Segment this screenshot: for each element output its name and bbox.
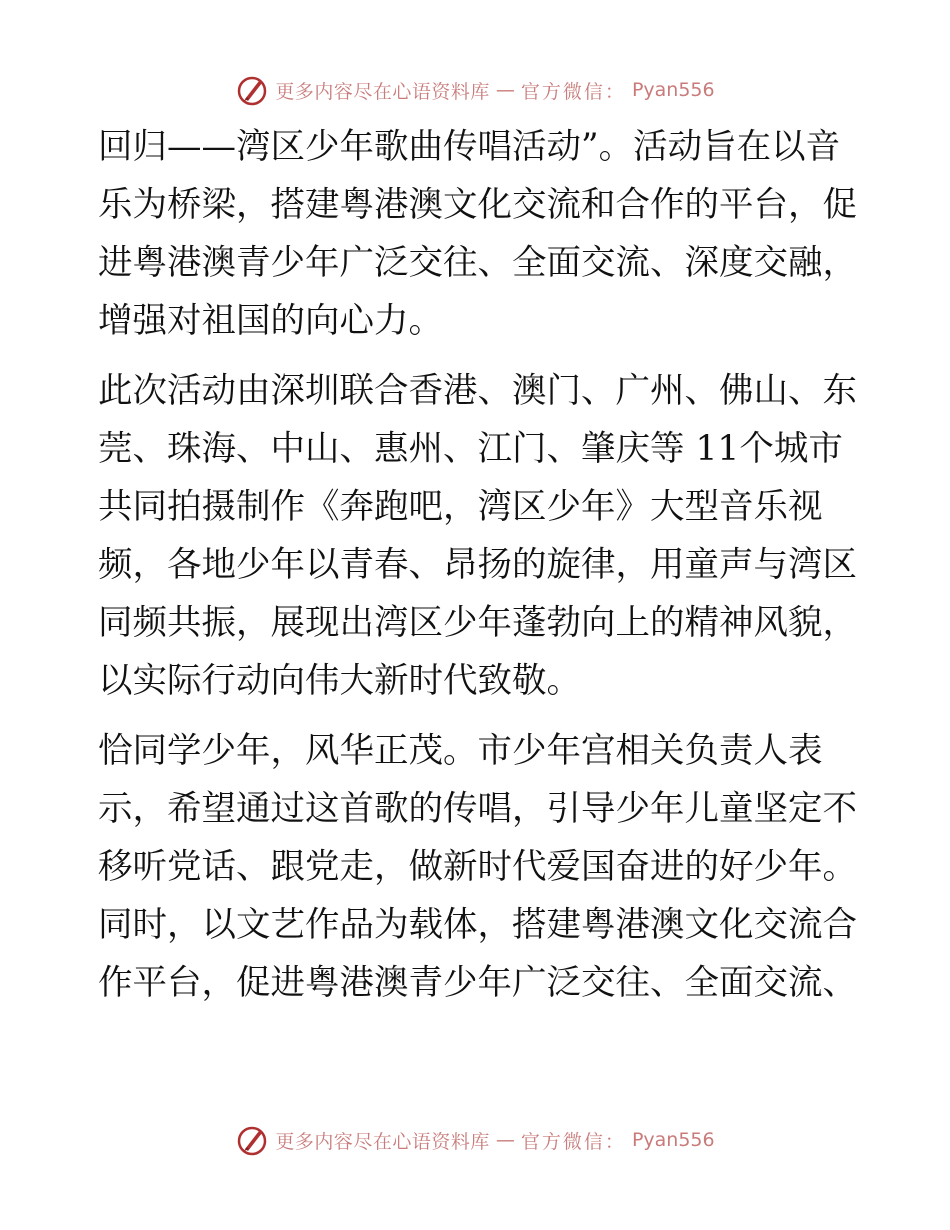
watermark-wechat-label: 官方微信： — [520, 80, 626, 103]
footer-watermark — [235, 1123, 714, 1157]
watermark-wechat-id: Pyan556 — [631, 79, 715, 101]
page-footer — [0, 1120, 950, 1160]
watermark-dash: — — [495, 79, 515, 101]
page-header — [0, 70, 950, 110]
watermark-wechat-label: 官方微信： — [520, 1130, 626, 1153]
paragraph-1: 回归——湾区少年歌曲传唱活动”。活动旨在以音乐为桥梁，搭建粤港澳文化交流和合作的平台，促进粤港澳青少年广泛交往、全面交流、深度交融，增强对祖国的向心力。 — [98, 127, 857, 341]
quill-pen-circle-icon — [235, 1123, 269, 1157]
watermark-main-text: 更多内容尽在心语资料库 — [275, 1130, 490, 1153]
watermark-dash: — — [495, 1129, 515, 1151]
paragraph-2: 此次活动由深圳联合香港、澳门、广州、佛山、东莞、珠海、中山、惠州、江门、肇庆等 11个城市共同拍摄制作《奔跑吧，湾区少年》大型音乐视频，各地少年以青春、昂扬的旋律，用童声与湾区同频共振，展现出湾区少年蓬勃向上的精神风貌，以实际行动向伟大新时代致敬。 — [98, 371, 857, 701]
paragraph-3: 恰同学少年，风华正茂。市少年宫相关负责人表示，希望通过这首歌的传唱，引导少年儿童坚定不移听党话、跟党走，做新时代爱国奋进的好少年。同时，以文艺作品为载体，搭建粤港澳文化交流合作平台，促进粤港澳青少年广泛交往、全面交流、 — [98, 731, 857, 1003]
header-watermark — [235, 73, 714, 107]
watermark-main-text: 更多内容尽在心语资料库 — [275, 80, 490, 103]
watermark-wechat-id: Pyan556 — [631, 1129, 715, 1151]
quill-pen-circle-icon — [235, 73, 269, 107]
document-body — [98, 118, 858, 1024]
